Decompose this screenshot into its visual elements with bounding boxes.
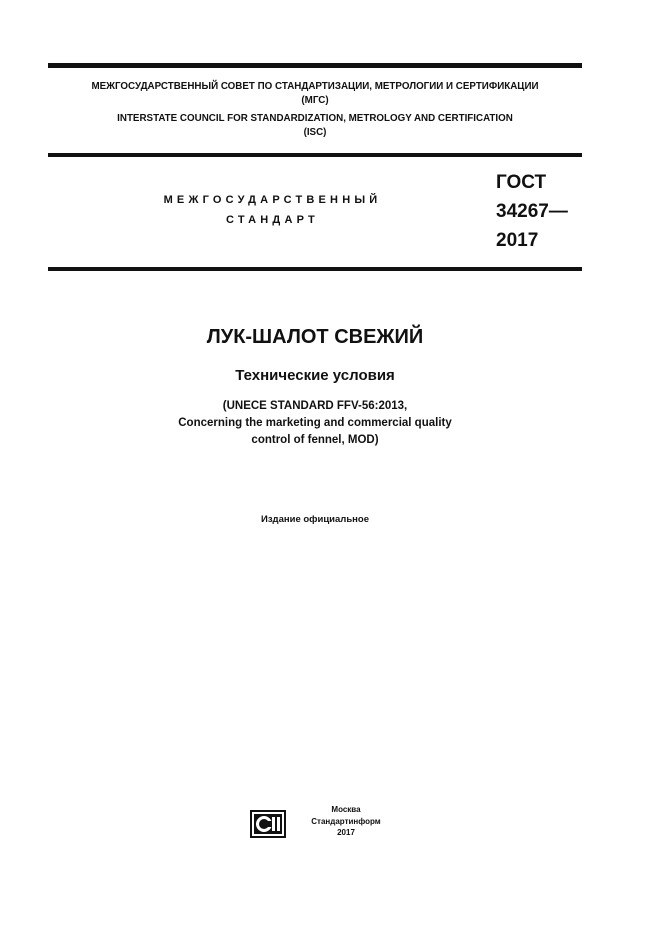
gost-year: 2017 [496, 230, 539, 251]
standard-type-line2: СТАНДАРТ [226, 214, 319, 226]
publisher-year: 2017 [337, 828, 355, 837]
publisher-info [296, 804, 396, 839]
standard-type-line1: МЕЖГОСУДАРСТВЕННЫЙ [163, 194, 382, 206]
document-subtitle: Технические условия [235, 367, 395, 384]
reference-line3: control of fennel, MOD) [251, 434, 379, 446]
council-en-abbr: (ISC) [303, 127, 327, 138]
gost-designation [496, 168, 591, 255]
reference-standard [48, 398, 582, 449]
standard-type [100, 190, 445, 230]
council-ru-abbr: (МГС) [301, 95, 329, 106]
middle-rule [48, 153, 582, 157]
council-ru-name: МЕЖГОСУДАРСТВЕННЫЙ СОВЕТ ПО СТАНДАРТИЗАЦИИ, МЕТРОЛОГИИ И СЕРТИФИКАЦИИ [91, 81, 539, 92]
gost-label: ГОСТ [496, 172, 547, 193]
bottom-rule [48, 267, 582, 271]
standartinform-logo-icon [250, 810, 286, 838]
reference-line2: Concerning the marketing and commercial quality [178, 417, 452, 429]
gost-number: 34267— [496, 201, 568, 222]
council-en [48, 112, 582, 140]
document-title: ЛУК-ШАЛОТ СВЕЖИЙ [206, 326, 424, 348]
council-en-name: INTERSTATE COUNCIL FOR STANDARDIZATION, METROLOGY AND CERTIFICATION [117, 113, 513, 124]
publisher-city: Москва [331, 805, 361, 814]
edition-note: Издание официальное [261, 514, 369, 525]
top-rule [48, 63, 582, 68]
reference-line1: (UNECE STANDARD FFV-56:2013, [222, 400, 408, 412]
council-ru [48, 80, 582, 108]
publisher-name: Стандартинформ [311, 816, 381, 826]
